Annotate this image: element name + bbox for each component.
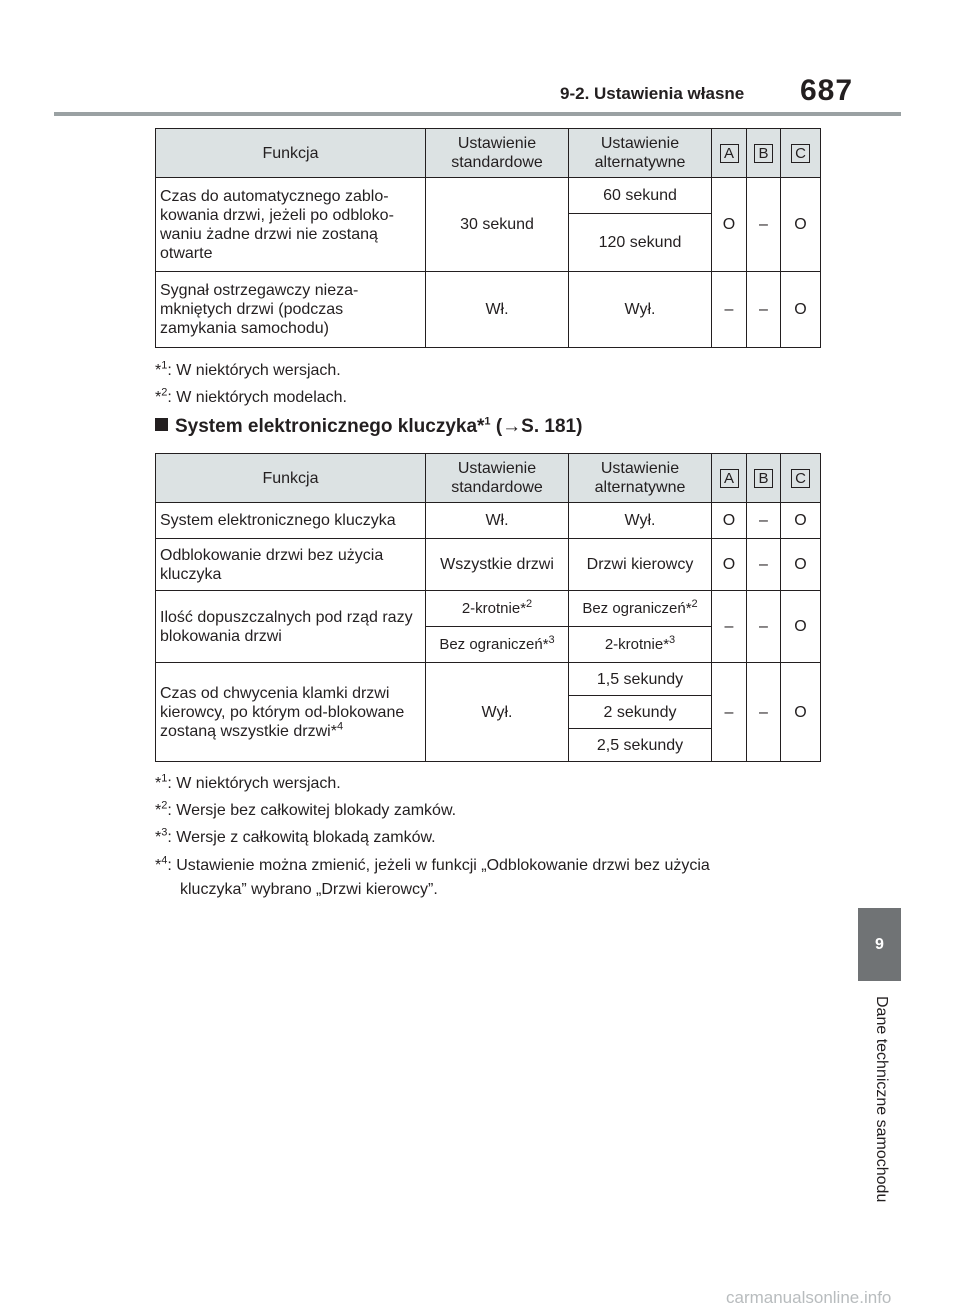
a-cell: –	[712, 591, 747, 663]
table-header-row	[156, 454, 821, 503]
b-cell: –	[747, 178, 781, 272]
a-cell: O	[712, 178, 747, 272]
section-title: 9-2. Ustawienia własne	[560, 84, 745, 103]
table-row	[156, 178, 821, 214]
table-row	[156, 272, 821, 348]
alternative-cell: Wył.	[569, 272, 712, 348]
chapter-number-tab: 9	[858, 908, 901, 981]
settings-table-2	[155, 453, 821, 762]
standard-cell: Wł.	[426, 503, 569, 539]
watermark: carmanualsonline.info	[726, 1288, 892, 1307]
function-cell: Sygnał ostrzegawczy nieza-mkniętych drzwi (podczas zamykania samochodu)	[156, 272, 426, 348]
function-cell: Czas do automatycznego zablo-kowania drzwi, jeżeli po odbloko-waniu żadne drzwi nie zostaną otwarte	[156, 178, 426, 272]
standard-cell: Wł.	[426, 272, 569, 348]
alternative-cell: 2 sekundy	[569, 696, 712, 729]
a-cell: O	[712, 503, 747, 539]
standard-cell: Bez ograniczeń*$^3$	[426, 627, 569, 663]
col-c-icon: C	[791, 144, 810, 163]
footnote-continuation: kluczyka” wybrano „Drzwi kierowcy”.	[180, 881, 438, 898]
col-funkcja: Funkcja	[156, 454, 426, 503]
a-cell: –	[712, 272, 747, 348]
b-cell: –	[747, 272, 781, 348]
table-row	[156, 539, 821, 591]
function-cell: System elektronicznego kluczyka	[156, 503, 426, 539]
footnote: *$^1$: W niektórych wersjach.	[155, 772, 341, 792]
table-row	[156, 503, 821, 539]
col-alternative: Ustawienie alternatywne	[569, 454, 712, 503]
col-standard: Ustawienie standardowe	[426, 454, 569, 503]
b-cell: –	[747, 503, 781, 539]
col-b-icon: B	[754, 469, 773, 488]
page-number: 687	[800, 74, 854, 107]
a-cell: –	[712, 663, 747, 762]
alternative-cell: 120 sekund	[569, 214, 712, 272]
table-header-row	[156, 129, 821, 178]
col-a-icon: A	[720, 469, 739, 488]
page-reference: (→S. 181)	[495, 416, 583, 437]
standard-cell: 30 sekund	[426, 178, 569, 272]
footnote: *$^3$: Wersje z całkowitą blokadą zamków.	[155, 826, 436, 846]
col-funkcja: Funkcja	[156, 129, 426, 178]
col-b-icon: B	[754, 144, 773, 163]
c-cell: O	[781, 272, 821, 348]
alternative-cell: Bez ograniczeń*$^2$	[569, 591, 712, 627]
col-standard: Ustawienie standardowe	[426, 129, 569, 178]
alternative-cell: 2,5 sekundy	[569, 729, 712, 762]
function-cell: Ilość dopuszczalnych pod rząd razy blokowania drzwi	[156, 591, 426, 663]
b-cell: –	[747, 539, 781, 591]
b-cell: –	[747, 663, 781, 762]
standard-cell: 2-krotnie*$^2$	[426, 591, 569, 627]
col-alternative: Ustawienie alternatywne	[569, 129, 712, 178]
c-cell: O	[781, 503, 821, 539]
b-cell: –	[747, 591, 781, 663]
c-cell: O	[781, 178, 821, 272]
standard-cell: Wył.	[426, 663, 569, 762]
footnote: *$^2$: Wersje bez całkowitej blokady zamków.	[155, 799, 457, 819]
alternative-cell: 2-krotnie*$^3$	[569, 627, 712, 663]
footnote: *$^2$: W niektórych modelach.	[155, 386, 347, 406]
section-heading: System elektronicznego kluczyka*$^1$ (→S. 181)	[155, 416, 582, 438]
c-cell: O	[781, 539, 821, 591]
footnote: *$^4$: Ustawienie można zmienić, jeżeli w funkcji „Odblokowanie drzwi bez użycia	[155, 854, 710, 874]
table-row	[156, 663, 821, 696]
a-cell: O	[712, 539, 747, 591]
c-cell: O	[781, 663, 821, 762]
col-a-icon: A	[720, 144, 739, 163]
alternative-cell: 1,5 sekundy	[569, 663, 712, 696]
function-cell: Czas od chwycenia klamki drzwi kierowcy, po którym od-blokowane zostaną wszystkie drzwi*$^4$	[156, 663, 426, 762]
chapter-title: Dane techniczne samochodu	[873, 996, 890, 1203]
c-cell: O	[781, 591, 821, 663]
bullet-square-icon	[155, 418, 168, 431]
alternative-cell: 60 sekund	[569, 178, 712, 214]
alternative-cell: Wył.	[569, 503, 712, 539]
alternative-cell: Drzwi kierowcy	[569, 539, 712, 591]
col-c-icon: C	[791, 469, 810, 488]
settings-table-1	[155, 128, 821, 348]
function-cell: Odblokowanie drzwi bez użycia kluczyka	[156, 539, 426, 591]
footnote: *$^1$: W niektórych wersjach.	[155, 359, 341, 379]
table-row	[156, 591, 821, 627]
header-divider	[54, 112, 901, 116]
standard-cell: Wszystkie drzwi	[426, 539, 569, 591]
